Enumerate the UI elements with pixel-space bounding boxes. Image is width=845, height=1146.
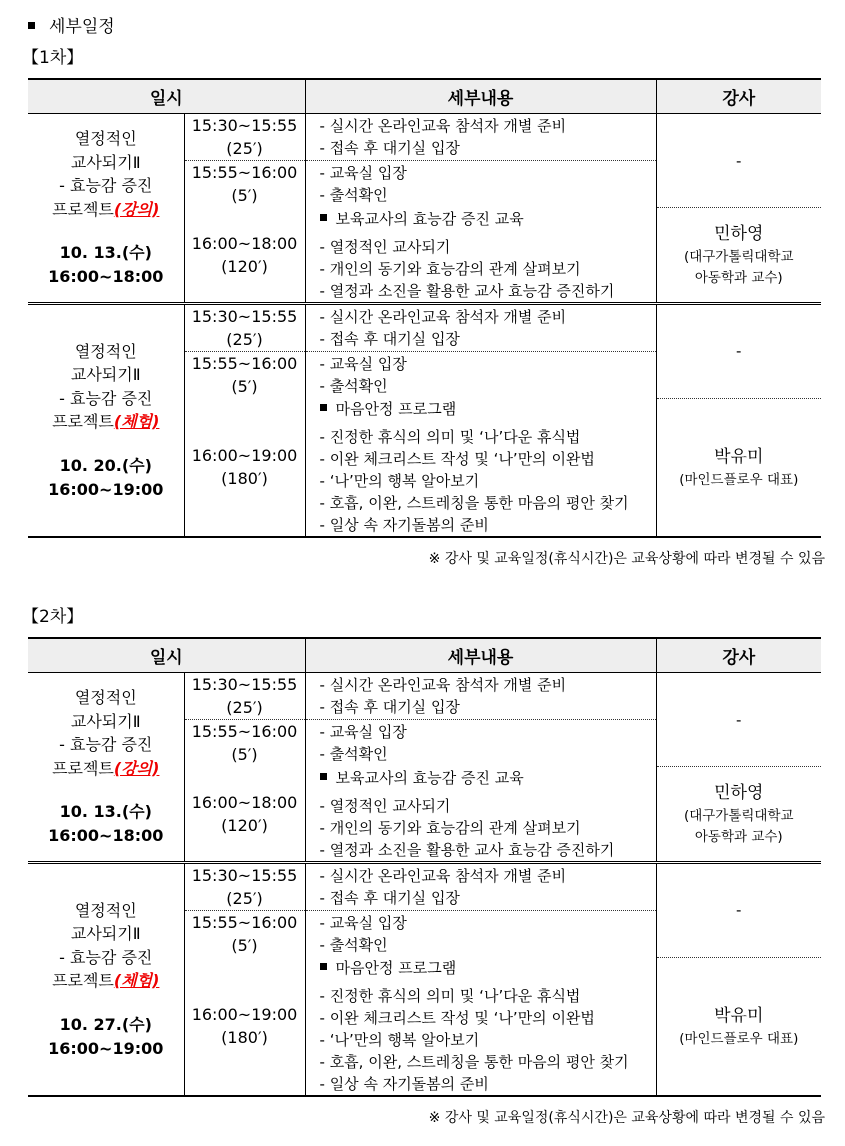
session-title-line: 교사되기Ⅱ xyxy=(70,152,141,172)
content-line: - 이완 체크리스트 작성 및 ‘나’만의 이완법 xyxy=(319,450,595,468)
time-cell xyxy=(184,673,305,720)
content-cell xyxy=(305,862,656,910)
time-range: 16:00~18:00 xyxy=(191,233,298,253)
header-row xyxy=(28,638,821,673)
content-line: - 출석확인 xyxy=(319,745,388,764)
time-range: 15:55~16:00 xyxy=(191,163,298,183)
session-title-line: 열정적인 xyxy=(74,900,137,920)
time-cell xyxy=(184,767,305,863)
session-title-line: 열정적인 xyxy=(74,129,137,148)
content-line: - 실시간 온라인교육 참석자 개별 준비 xyxy=(319,117,567,135)
content-line: - 호흡, 이완, 스트레칭을 통한 마음의 평안 찾기 xyxy=(319,1053,629,1071)
session-title-line: 프로젝트 xyxy=(52,199,114,219)
column-header-datetime: 일시 xyxy=(28,79,305,114)
content-line: - 일상 속 자기돌봄의 준비 xyxy=(319,1075,489,1093)
session-date: 10. 20.(수) xyxy=(59,455,152,475)
duration: (180′) xyxy=(221,1028,268,1047)
session-title-line: 교사되기Ⅱ xyxy=(70,365,141,384)
time-range: 15:55~16:00 xyxy=(191,353,298,373)
content-line: - 개인의 동기와 효능감의 관계 살펴보기 xyxy=(319,259,581,278)
content-cell xyxy=(305,114,656,161)
instructor-affiliation: (마인드플로우 대표) xyxy=(679,1030,799,1047)
session-title-line: 프로젝트 xyxy=(52,971,114,990)
session-title-line: 프로젝트 xyxy=(52,758,114,778)
instructor-cell xyxy=(656,398,821,537)
session-type-label: (체험) xyxy=(113,971,160,990)
time-range: 15:30~15:55 xyxy=(191,306,298,326)
column-header-instructor: 강사 xyxy=(656,79,821,114)
content-line: - 접속 후 대기실 입장 xyxy=(319,139,460,157)
duration: (5′) xyxy=(231,745,258,765)
instructor-affiliation: 아동학과 교수) xyxy=(694,269,783,286)
time-cell xyxy=(184,208,305,304)
instructor-placeholder: - xyxy=(736,901,742,919)
content-line: - 접속 후 대기실 입장 xyxy=(319,888,460,907)
session-date: 10. 13.(수) xyxy=(59,802,152,821)
session-date: 10. 13.(수) xyxy=(59,243,152,262)
schedule-note: ※ 강사 및 교육일정(휴식시간)은 교육상황에 따라 변경될 수 있음 xyxy=(428,1110,825,1126)
session-label: 【1차】 xyxy=(22,48,84,68)
content-line: - 교육실 입장 xyxy=(319,723,407,742)
content-line: - 개인의 동기와 효능감의 관계 살펴보기 xyxy=(319,818,581,837)
section-heading xyxy=(28,12,115,37)
content-line: - 출석확인 xyxy=(319,376,388,395)
content-heading xyxy=(320,957,656,979)
content-cell xyxy=(305,208,656,304)
time-cell xyxy=(184,957,305,1096)
content-heading-text: 마음안정 프로그램 xyxy=(335,400,457,418)
square-bullet-icon xyxy=(320,214,327,221)
time-range: 15:30~15:55 xyxy=(191,865,298,885)
content-line: - 진정한 휴식의 의미 및 ‘나’다운 휴식법 xyxy=(319,987,581,1005)
heading-text: 세부일정 xyxy=(49,17,115,37)
duration: (120′) xyxy=(221,815,268,835)
session-time: 16:00~19:00 xyxy=(48,1038,164,1058)
instructor-cell xyxy=(656,114,821,208)
content-heading-text: 보육교사의 효능감 증진 교육 xyxy=(335,768,524,787)
session-type-label: (강의) xyxy=(113,199,160,219)
instructor-cell xyxy=(656,862,821,957)
schedule-row xyxy=(28,862,821,910)
instructor-cell xyxy=(656,767,821,863)
duration: (25′) xyxy=(226,698,263,717)
content-cell xyxy=(305,161,656,208)
content-cell xyxy=(305,351,656,398)
instructor-placeholder: - xyxy=(736,151,742,170)
session-title-cell xyxy=(28,303,184,537)
time-range: 16:00~19:00 xyxy=(191,446,298,465)
instructor-affiliation: (대구가톨릭대학교 xyxy=(683,248,794,265)
instructor-name: 박유미 xyxy=(714,1005,764,1026)
time-range: 15:55~16:00 xyxy=(191,722,298,742)
content-line: - 실시간 온라인교육 참석자 개별 준비 xyxy=(319,307,567,326)
session-title-cell xyxy=(28,114,184,304)
column-header-content: 세부내용 xyxy=(305,638,656,673)
instructor-affiliation: (대구가톨릭대학교 xyxy=(683,807,794,824)
column-header-datetime: 일시 xyxy=(28,638,305,673)
session-title-line: - 효능감 증진 xyxy=(59,947,153,967)
instructor-placeholder: - xyxy=(736,342,742,360)
instructor-name: 민하영 xyxy=(714,782,764,803)
session-date: 10. 27.(수) xyxy=(59,1014,152,1034)
instructor-name: 민하영 xyxy=(714,223,764,244)
content-line: - 교육실 입장 xyxy=(319,913,407,932)
session-title-cell xyxy=(28,673,184,863)
session-title-line: 열정적인 xyxy=(74,688,137,707)
header-row xyxy=(28,79,821,114)
schedule-table xyxy=(28,637,821,1097)
content-cell xyxy=(305,398,656,537)
column-header-instructor: 강사 xyxy=(656,638,821,673)
content-line: - ‘나’만의 행복 알아보기 xyxy=(319,1031,480,1049)
instructor-cell xyxy=(656,673,821,767)
instructor-cell xyxy=(656,957,821,1096)
column-header-content: 세부내용 xyxy=(305,79,656,114)
content-line: - 실시간 온라인교육 참석자 개별 준비 xyxy=(319,866,567,885)
time-cell xyxy=(184,398,305,537)
schedule-row xyxy=(28,673,821,720)
content-line: - 교육실 입장 xyxy=(319,164,407,183)
content-line: - 이완 체크리스트 작성 및 ‘나’만의 이완법 xyxy=(319,1009,595,1027)
duration: (25′) xyxy=(226,888,263,908)
schedule-table xyxy=(28,78,821,538)
time-range: 15:30~15:55 xyxy=(191,116,298,135)
content-cell xyxy=(305,957,656,1096)
content-line: - 열정적인 교사되기 xyxy=(319,796,451,815)
session-label: 【2차】 xyxy=(22,607,84,627)
instructor-affiliation: 아동학과 교수) xyxy=(694,828,783,845)
content-cell xyxy=(305,720,656,767)
content-cell xyxy=(305,910,656,957)
duration: (180′) xyxy=(221,469,268,488)
session-title-line: - 효능감 증진 xyxy=(59,176,153,195)
session-title-line: 프로젝트 xyxy=(52,412,114,431)
square-bullet-icon xyxy=(28,22,35,29)
session-time: 16:00~19:00 xyxy=(48,479,164,499)
time-cell xyxy=(184,720,305,767)
content-cell xyxy=(305,303,656,351)
content-line: - 실시간 온라인교육 참석자 개별 준비 xyxy=(319,676,567,694)
content-line: - 호흡, 이완, 스트레칭을 통한 마음의 평안 찾기 xyxy=(319,494,629,512)
session-type-label: (체험) xyxy=(113,412,160,431)
instructor-affiliation: (마인드플로우 대표) xyxy=(679,471,799,488)
content-heading xyxy=(320,767,656,789)
time-range: 16:00~19:00 xyxy=(191,1005,298,1024)
content-line: - 열정과 소진을 활용한 교사 효능감 증진하기 xyxy=(319,840,615,859)
session-title-line: - 효능감 증진 xyxy=(59,388,153,408)
content-line: - 출석확인 xyxy=(319,186,388,205)
content-line: - 진정한 휴식의 의미 및 ‘나’다운 휴식법 xyxy=(319,428,581,446)
content-line: - 열정과 소진을 활용한 교사 효능감 증진하기 xyxy=(319,281,615,300)
session-time: 16:00~18:00 xyxy=(48,267,164,286)
content-heading xyxy=(320,208,656,230)
schedule-row xyxy=(28,114,821,161)
instructor-cell xyxy=(656,303,821,398)
time-cell xyxy=(184,862,305,910)
content-line: - 열정적인 교사되기 xyxy=(319,237,451,256)
time-cell xyxy=(184,351,305,398)
time-range: 16:00~18:00 xyxy=(191,792,298,812)
session-title-line: 교사되기Ⅱ xyxy=(70,711,141,731)
session-title-cell xyxy=(28,862,184,1096)
instructor-cell xyxy=(656,208,821,304)
duration: (5′) xyxy=(231,186,258,206)
instructor-name: 박유미 xyxy=(714,446,764,467)
square-bullet-icon xyxy=(320,773,327,780)
content-line: - 접속 후 대기실 입장 xyxy=(319,329,460,348)
duration: (25′) xyxy=(226,139,263,158)
session-time: 16:00~18:00 xyxy=(48,826,164,845)
duration: (120′) xyxy=(221,256,268,276)
square-bullet-icon xyxy=(320,404,327,411)
time-cell xyxy=(184,910,305,957)
time-range: 15:30~15:55 xyxy=(191,675,298,694)
session-title-line: 열정적인 xyxy=(74,341,137,361)
time-cell xyxy=(184,114,305,161)
instructor-placeholder: - xyxy=(736,710,742,729)
content-line: - 출석확인 xyxy=(319,935,388,954)
session-title-line: - 효능감 증진 xyxy=(59,735,153,754)
time-range: 15:55~16:00 xyxy=(191,912,298,932)
content-line: - ‘나’만의 행복 알아보기 xyxy=(319,472,480,490)
content-cell xyxy=(305,673,656,720)
duration: (5′) xyxy=(231,376,258,396)
schedule-note: ※ 강사 및 교육일정(휴식시간)은 교육상황에 따라 변경될 수 있음 xyxy=(428,551,825,567)
content-heading-text: 보육교사의 효능감 증진 교육 xyxy=(335,209,524,228)
square-bullet-icon xyxy=(320,963,327,970)
content-heading-text: 마음안정 프로그램 xyxy=(335,959,457,977)
content-line: - 접속 후 대기실 입장 xyxy=(319,698,460,716)
content-cell xyxy=(305,767,656,863)
duration: (5′) xyxy=(231,935,258,955)
schedule-row xyxy=(28,303,821,351)
session-type-label: (강의) xyxy=(113,758,160,778)
content-line: - 일상 속 자기돌봄의 준비 xyxy=(319,516,489,534)
time-cell xyxy=(184,161,305,208)
time-cell xyxy=(184,303,305,351)
duration: (25′) xyxy=(226,329,263,349)
session-title-line: 교사되기Ⅱ xyxy=(70,924,141,943)
content-heading xyxy=(320,398,656,420)
content-line: - 교육실 입장 xyxy=(319,354,407,373)
